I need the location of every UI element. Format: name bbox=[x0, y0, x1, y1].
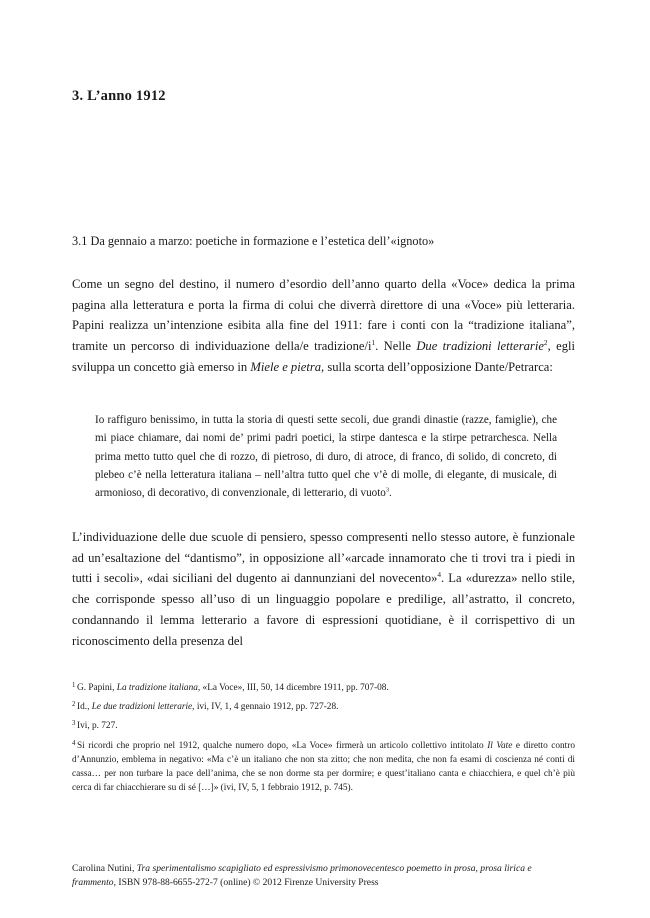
footnote-number: 2 bbox=[72, 701, 76, 709]
paragraph-1-text-part-2: . Nelle bbox=[375, 339, 417, 354]
block-quote bbox=[95, 411, 557, 502]
colophon-imprint: , ISBN 978-88-6655-272-7 (online) © 2012 Firenze University Press bbox=[113, 876, 379, 888]
footnote-ref-4[interactable]: 4 bbox=[437, 570, 442, 580]
footnote-text-pre: Si ricordi che proprio nel 1912, qualche numero dopo, «La Voce» firmerà un articolo collettivo intitolato bbox=[77, 740, 488, 751]
footnotes-section bbox=[72, 679, 575, 799]
footnote-item bbox=[72, 717, 575, 733]
paragraph-1-text-part-3: , egli sviluppa un concetto già emerso in bbox=[72, 339, 575, 374]
paragraph-1-text-part-1: Come un segno del destino, il numero d’esordio dell’anno quarto della «Voce» dedica la prima pagina alla letteratura e porta la firma di colui che diverrà direttore di una «Voce» più letteraria. Papini realizza un’intenzione esibita alla fine del 1911: fare i conti con la “tradizione italiana”, tramite un percorso di individuazione della/e tradizione/i bbox=[72, 277, 575, 354]
footnote-text-pre: Id., bbox=[77, 702, 92, 713]
paragraph-1-work-title-1: Due tradizioni letterarie bbox=[416, 339, 544, 354]
body-paragraph-1 bbox=[72, 274, 575, 378]
block-quote-text bbox=[95, 411, 557, 502]
section-heading: 3.1 Da gennaio a marzo: poetiche in formazione e l’estetica dell’«ignoto» bbox=[72, 234, 435, 248]
paragraph-1-work-title-2: Miele e pietra bbox=[250, 359, 322, 374]
block-quote-tail: . bbox=[389, 487, 392, 500]
footnote-item bbox=[72, 737, 575, 796]
footnote-number: 3 bbox=[72, 720, 76, 728]
paragraph-block-2 bbox=[72, 527, 575, 651]
paragraph-block-1 bbox=[72, 274, 575, 378]
chapter-title: 3. L’anno 1912 bbox=[72, 87, 166, 104]
colophon-author: Carolina Nutini, bbox=[72, 863, 137, 874]
footnote-number: 4 bbox=[72, 739, 76, 747]
body-paragraph-2 bbox=[72, 527, 575, 651]
footnote-text-post: , ivi, IV, 1, 4 gennaio 1912, pp. 727-28. bbox=[192, 702, 339, 713]
paragraph-2-text-part-1: L’individuazione delle due scuole di pensiero, spesso compresenti nello stesso autore, è funzionale ad un’esaltazione del “dantismo”, in opposizione all’«arcade innamorato che ti trovi tra i piedi in tutti i secoli», «dai siciliani del dugento ai dannunziani del novecento» bbox=[72, 530, 575, 586]
footnote-text-post: , «La Voce», III, 50, 14 dicembre 1911, pp. 707-08. bbox=[197, 682, 389, 693]
footnote-text-pre: Ivi, p. 727. bbox=[77, 721, 118, 732]
block-quote-body: Io raffiguro benissimo, in tutta la storia di questi sette secoli, due grandi dinastie (razze, famiglie), che mi piace chiamare, dai nomi de’ primi padri poetici, la stirpe dantesca e la stirpe petrarchesca. Nella prima metto tutto quel che di rozzo, di pietroso, di duro, di atroce, di franco, di solido, di concreto, di plebeo c’è nella letteratura italiana – nell’altra tutto quel che v’è di molle, di elegante, di musicale, di armonioso, di decorativo, di convenzionale, di letterario, di vuoto bbox=[95, 414, 557, 500]
colophon bbox=[72, 862, 575, 889]
footnote-ref-2[interactable]: 2 bbox=[543, 337, 548, 347]
footnote-work-title: La tradizione italiana bbox=[116, 682, 198, 693]
footnote-text-post: e diretto contro d’Annunzio, emblema in negativo: «Ma c’è un italiano che non sta zitto; che non medita, che non fa esami di coscienza né conti di cassa… per non turbare la pace dell’anima, che se non dorme sta per dormire; e quest’italiano canta e chiacchiera, e quel ch’è più cerca di far chiacchierare su di sé […]» (ivi, IV, 5, 1 febbraio 1912, p. 745). bbox=[72, 740, 576, 794]
paragraph-1-text-part-4: , sulla scorta dell’opposizione Dante/Petrarca: bbox=[321, 359, 553, 374]
footnote-ref-3[interactable]: 3 bbox=[385, 486, 390, 494]
footnote-item bbox=[72, 698, 575, 714]
footnote-ref-1[interactable]: 1 bbox=[371, 337, 376, 347]
footnote-text-pre: G. Papini, bbox=[77, 682, 117, 693]
footnote-work-title: Il Vate bbox=[487, 740, 513, 751]
colophon-book-title: Tra sperimentalismo scapigliato ed espressivismo primonovecentesco poemetto in prosa, prosa lirica e frammento bbox=[72, 863, 532, 888]
paragraph-2-text-part-2: . La «durezza» nello stile, che corrisponde spesso all’uso di un linguaggio popolare e predilige, all’astratto, il concreto, condannando il lemma letterario a favore di espressioni quotidiane, è il corrispettivo di un riconoscimento della presenza del bbox=[72, 571, 575, 648]
footnote-work-title: Le due tradizioni letterarie bbox=[91, 702, 193, 713]
footnote-number: 1 bbox=[72, 682, 76, 689]
footnote-item bbox=[72, 679, 575, 695]
